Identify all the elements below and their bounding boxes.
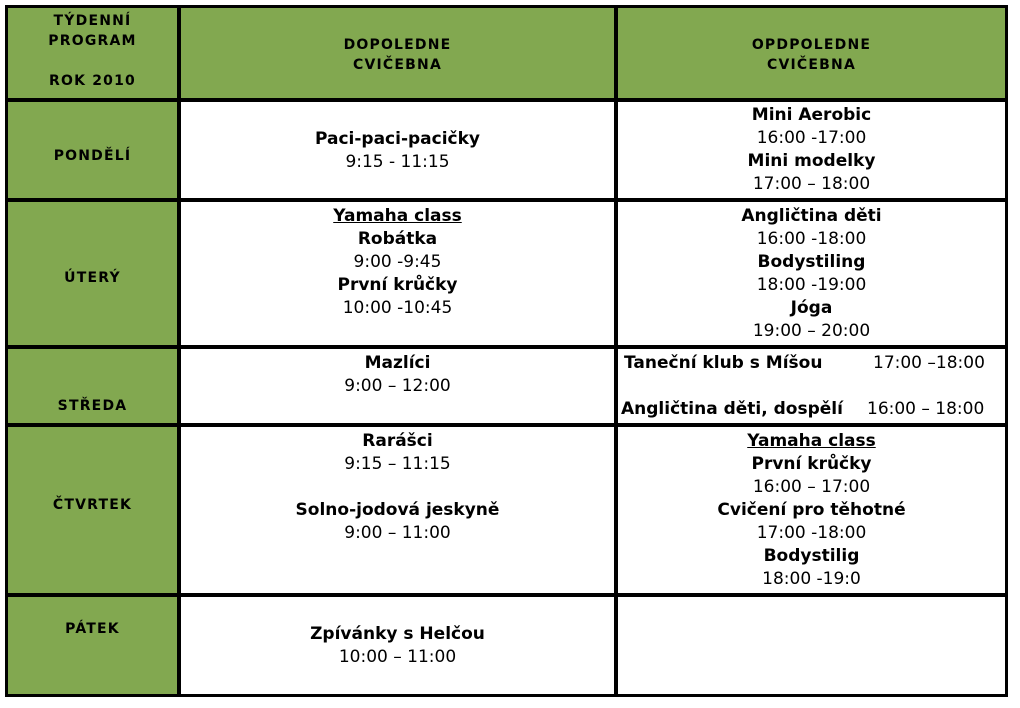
activity-name: Robátka xyxy=(357,229,438,249)
activity-name: Angličtina děti xyxy=(741,206,882,226)
activity-name: Taneční klub s Míšou xyxy=(624,353,823,373)
activity-time: 9:00 – 11:00 xyxy=(344,523,451,543)
friday-morning-cell xyxy=(181,597,614,694)
day-cell-friday xyxy=(8,597,177,694)
day-label-thursday: ČTVRTEK xyxy=(52,497,133,513)
tuesday-morning-cell xyxy=(181,202,614,345)
activity-name: Jóga xyxy=(790,298,833,318)
day-cell-thursday xyxy=(8,427,177,593)
activity-time: 17:00 –18:00 xyxy=(873,353,985,373)
activity-name: Cvičení pro těhotné xyxy=(717,500,906,520)
header-afternoon-cell xyxy=(618,8,1005,98)
day-label-tuesday: ÚTERÝ xyxy=(64,270,121,286)
thursday-morning-cell xyxy=(181,427,614,593)
activity-name: Mini modelky xyxy=(747,151,876,171)
friday-afternoon-cell xyxy=(618,597,1005,694)
activity-name: Yamaha class xyxy=(747,431,876,451)
monday-afternoon-cell xyxy=(618,102,1005,198)
activity-time: 16:00 -17:00 xyxy=(756,128,867,148)
schedule-table xyxy=(5,5,1008,697)
activity-name: Mini Aerobic xyxy=(751,105,872,125)
activity-name: Rarášci xyxy=(362,431,433,451)
activity-name: Mazlíci xyxy=(364,353,431,373)
header-morning-line1: DOPOLEDNE xyxy=(343,37,452,53)
activity-time: 17:00 -18:00 xyxy=(756,523,867,543)
activity-time: 16:00 – 18:00 xyxy=(867,399,985,419)
day-cell-tuesday xyxy=(8,202,177,345)
wednesday-afternoon-cell xyxy=(618,349,1005,423)
activity-time: 10:00 – 11:00 xyxy=(338,647,457,667)
header-corner-line3: ROK 2010 xyxy=(49,73,136,89)
activity-name: První krůčky xyxy=(751,454,872,474)
activity-name: Solno-jodová jeskyně xyxy=(295,500,500,520)
activity-time: 9:15 – 11:15 xyxy=(344,454,451,474)
day-label-monday: PONDĚLÍ xyxy=(53,148,132,164)
activity-time: 9:00 – 12:00 xyxy=(344,376,451,396)
activity-time: 10:00 -10:45 xyxy=(342,298,453,318)
activity-name: Angličtina děti, dospělí xyxy=(621,399,843,419)
day-label-wednesday: STŘEDA xyxy=(57,398,128,414)
wednesday-morning-cell xyxy=(181,349,614,423)
tuesday-afternoon-cell xyxy=(618,202,1005,345)
activity-name: Bodystilig xyxy=(763,546,860,566)
header-morning-line2: CVIČEBNA xyxy=(353,57,442,73)
header-corner-cell xyxy=(8,8,177,98)
day-cell-wednesday xyxy=(8,349,177,423)
activity-time: 19:00 – 20:00 xyxy=(752,321,871,341)
activity-name: Bodystiling xyxy=(757,252,866,272)
day-label-friday: PÁTEK xyxy=(65,621,120,637)
activity-time: 9:00 -9:45 xyxy=(353,252,442,272)
header-afternoon-line2: CVIČEBNA xyxy=(767,57,856,73)
activity-time: 18:00 -19:00 xyxy=(756,275,867,295)
activity-time: 18:00 -19:0 xyxy=(762,569,861,589)
header-afternoon-line1: OPDPOLEDNE xyxy=(751,37,872,53)
activity-name: Yamaha class xyxy=(333,206,462,226)
monday-morning-cell xyxy=(181,102,614,198)
activity-time: 9:15 - 11:15 xyxy=(345,152,450,172)
activity-name: První krůčky xyxy=(337,275,458,295)
activity-time: 16:00 – 17:00 xyxy=(752,477,871,497)
activity-time: 17:00 – 18:00 xyxy=(752,174,871,194)
header-morning-cell xyxy=(181,8,614,98)
activity-time: 16:00 -18:00 xyxy=(756,229,867,249)
activity-name: Paci-paci-pacičky xyxy=(314,129,481,149)
thursday-afternoon-cell xyxy=(618,427,1005,593)
header-corner-line2: PROGRAM xyxy=(48,33,137,49)
activity-name: Zpívánky s Helčou xyxy=(310,624,485,644)
header-corner-line1: TÝDENNÍ xyxy=(53,13,132,29)
day-cell-monday xyxy=(8,102,177,198)
